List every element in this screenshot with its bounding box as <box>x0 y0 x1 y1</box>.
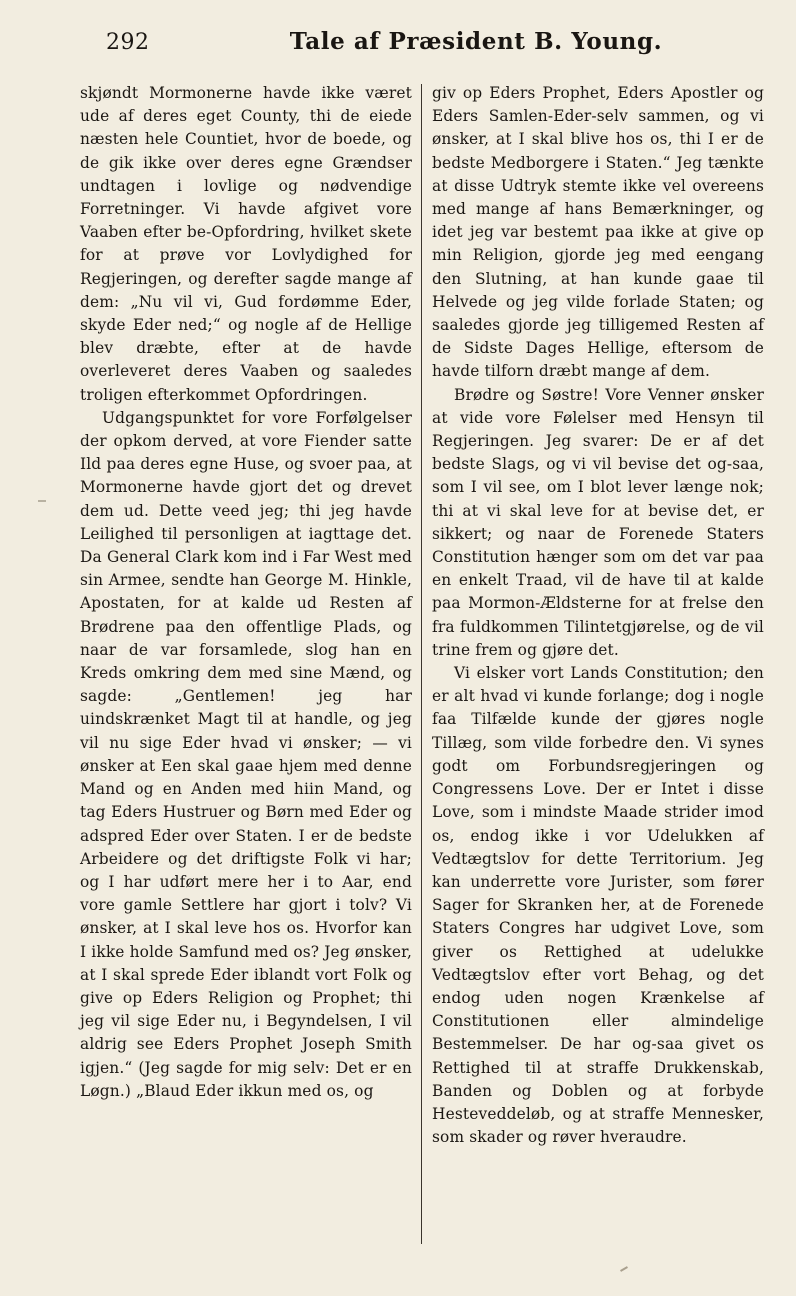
margin-mark <box>38 500 46 502</box>
column-divider <box>421 84 422 1244</box>
paragraph: giv op Eders Prophet, Eders Apostler og Eders Samlen-Eder-selv sammen, og vi ønsker, at I skal blive hos os, thi I er de bedste Medborgere i Staten.“ Jeg tænkte at disse Udtryk stemte ikke vel overeens med mange af hans Bemærkninger, og idet jeg var bestemt paa ikke at give op min Religion, gjorde jeg med eengang den Slutning, at han kunde gaae til Helvede og jeg vilde forlade Staten; og saaledes gjorde jeg tilligemed Resten af de Sidste Dages Hellige, eftersom de havde tilforn dræbt mange af dem. <box>432 84 764 381</box>
running-title: Tale af Præsident B. Young. <box>289 28 663 55</box>
page-header <box>60 26 772 66</box>
paper-mark <box>620 1266 628 1272</box>
text-columns <box>80 82 772 1252</box>
paragraph: Vi elsker vort Lands Constitution; den er alt hvad vi kunde forlange; dog i nogle faa Tilfælde kunde der gjøres nogle Tillæg, som vilde forbedre den. Vi synes godt om Forbundsregjeringen og Congressens Love. Der er Intet i disse Love, som i mindste Maade strider imod os, endog ikke i vor Udelukken af Vedtægtslov for dette Territorium. Jeg kan underrette vore Jurister, som fører Sager for Skranken her, at de Forenede Staters Congres har udgivet Love, som giver os Rettighed at udelukke Vedtægtslov efter vort Behag, og det endog uden nogen Krænkelse af Constitutionen eller almindelige Bestemmelser. De har og-saa givet os Rettighed til at straffe Drukkenskab, Banden og Doblen og at forbyde Hesteveddeløb, og at straffe Mennesker, som skader og røver hveraudre. <box>432 664 764 1147</box>
page-number: 292 <box>106 30 150 55</box>
paragraph: Udgangspunktet for vore Forfølgelser der opkom derved, at vore Fiender satte Ild paa deres egne Huse, og svoer paa, at Mormonerne havde gjort det og drevet dem ud. Dette veed jeg; thi jeg havde Leilighed til personligen at iagttage det. Da General Clark kom ind i Far West med sin Armee, sendte han George M. Hinkle, Apostaten, for at kalde ud Resten af Brødrene paa den offentlige Plads, og naar de var forsamlede, slog han en Kreds omkring dem med sine Mænd, og sagde: „Gentlemen! jeg har uindskrænket Magt til at handle, og jeg vil nu sige Eder hvad vi ønsker; — vi ønsker at Een skal gaae hjem med denne Mand og en Anden med hiin Mand, og tag Eders Hustruer og Børn med Eder og adspred Eder over Staten. I er de bedste Arbeidere og det driftigste Folk vi har; og I har udført mere her i to Aar, end vore gamle Settlere har gjort i tolv? Vi ønsker, at I skal leve hos os. Hvorfor kan I ikke holde Samfund med os? Jeg ønsker, at I skal sprede Eder iblandt vort Folk og give op Eders Religion og Prophet; thi jeg vil sige Eder nu, i Begyndelsen, I vil aldrig see Eders Prophet Joseph Smith igjen.“ (Jeg sagde for mig selv: Det er en Løgn.) „Blaud Eder ikkun med os, og <box>80 408 412 1100</box>
right-column <box>432 82 764 1252</box>
paragraph: skjøndt Mormonerne havde ikke været ude af deres eget County, thi de eiede næsten hele Countiet, hvor de boede, og de gik ikke over deres egne Grændser undtagen i lovlige og nødvendige Forretninger. Vi havde afgivet vore Vaaben efter be-Opfordring, hvilket skete for at prøve vor Lovlydighed for Regjeringen, og derefter sagde mange af dem: „Nu vil vi, Gud fordømme Eder, skyde Eder ned;“ og nogle af de Hellige blev dræbte, efter at de havde overleveret deres Vaaben og saaledes troligen efterkommet Opfordringen. <box>80 84 412 404</box>
paragraph: Brødre og Søstre! Vore Venner ønsker at vide vore Følelser med Hensyn til Regjeringen. Jeg svarer: De er af det bedste Slags, og vi vil bevise det og-saa, som I vil see, om I blot lever længe nok; thi at vi skal leve for at bevise det, er sikkert; og naar de Forenede Staters Constitution hænger som om det var paa en enkelt Traad, vil de have til at kalde paa Mormon-Ældsterne for at frelse den fra fuldkommen Tilintetgjørelse, og de vil trine frem og gjøre det. <box>432 385 764 659</box>
left-column <box>80 82 412 1252</box>
